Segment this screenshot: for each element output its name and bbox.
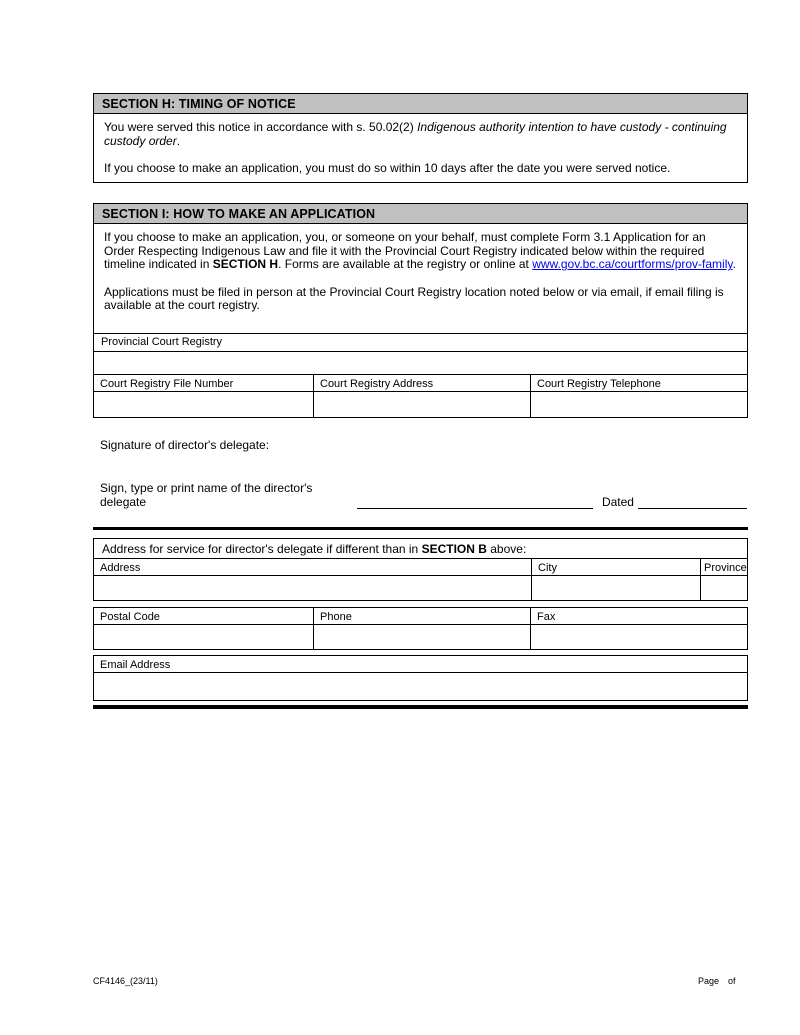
sign-name-row: [100, 481, 747, 509]
court-registry-table-input-row: [94, 392, 747, 417]
sign-name-label: Sign, type or print name of the director's delegate: [100, 481, 313, 509]
section-divider-bottom: [93, 705, 748, 709]
postal-row-inputs: [94, 625, 747, 649]
dated-input[interactable]: [638, 494, 747, 509]
fax-input[interactable]: [530, 625, 747, 649]
email-row-label: [94, 656, 747, 673]
sign-name-input[interactable]: [357, 494, 593, 509]
city-input[interactable]: [531, 576, 700, 600]
section-h-body: [94, 114, 747, 176]
province-label: Province: [700, 559, 749, 575]
city-label: City: [531, 559, 700, 575]
section-i-p1-period: .: [732, 257, 736, 272]
province-input[interactable]: [700, 576, 747, 600]
section-i-title: SECTION I: HOW TO MAKE AN APPLICATION: [102, 207, 376, 221]
court-registry-file-number-input[interactable]: [94, 392, 313, 417]
court-registry-table-header-row: [94, 375, 747, 392]
address-row-labels: [94, 559, 747, 576]
phone-input[interactable]: [313, 625, 530, 649]
section-i-body: [94, 224, 747, 333]
dated-label: Dated: [601, 495, 634, 509]
section-i-p1-text: If you choose to make an application, you, or someone on your behalf, must complete Form 3.1 Application for an Order Respecting Indigenous Law and file it with the Provincial Court Registry indicated below within the required timeline indicated in: [104, 230, 706, 272]
court-registry-table: [93, 374, 748, 418]
provincial-court-registry-label: Provincial Court Registry: [94, 333, 747, 351]
section-i-paragraph-2: Applications must be filed in person at the Provincial Court Registry location noted below or via email, if email filing is available at the court registry.: [104, 284, 724, 313]
section-h-title: SECTION H: TIMING OF NOTICE: [102, 97, 296, 111]
section-i-p1-bold: SECTION H: [212, 257, 279, 272]
section-h-header-bar: [94, 94, 747, 114]
section-divider: [93, 527, 748, 530]
courtforms-link[interactable]: www.gov.bc.ca/courtforms/prov-family: [532, 257, 733, 272]
section-h-p1-period: .: [176, 133, 181, 148]
section-i-paragraph-1: [104, 231, 737, 272]
provincial-court-registry-input[interactable]: [94, 351, 747, 374]
section-i-header-bar: [94, 204, 747, 224]
section-h-p1-text: You were served this notice in accordance with s. 50.02(2): [104, 120, 418, 134]
postal-code-input[interactable]: [94, 625, 313, 649]
email-row-input: [94, 673, 747, 700]
address-label: Address: [100, 562, 141, 574]
fax-label: Fax: [530, 608, 747, 624]
postal-code-label: Postal Code: [100, 611, 160, 623]
section-h-paragraph-1: [104, 121, 737, 148]
section-h-box: [93, 93, 748, 183]
postal-row-labels: [94, 608, 747, 625]
email-strip: [93, 655, 748, 701]
postal-phone-fax-strip: [93, 607, 748, 650]
address-row-inputs: [94, 576, 747, 600]
address-for-service-header: Address for service for director's delegate if different than in SECTION B above:: [94, 539, 747, 559]
court-registry-address-label: Court Registry Address: [313, 375, 530, 391]
of-label: of: [728, 976, 736, 986]
section-h-paragraph-2: If you choose to make an application, you must do so within 10 days after the date you were served notice.: [104, 161, 671, 176]
section-h-p1-italic: Indigenous authority intention to have custody - continuing custody order: [104, 120, 727, 148]
form-number: CF4146_(23/11): [93, 976, 158, 986]
email-address-input[interactable]: [94, 673, 747, 700]
address-for-service-box: [93, 538, 748, 601]
court-registry-telephone-label: Court Registry Telephone: [530, 375, 747, 391]
email-address-label: Email Address: [100, 659, 171, 671]
court-registry-file-number-label: Court Registry File Number: [100, 378, 234, 390]
signature-of-delegate-label: Signature of director's delegate:: [100, 438, 270, 452]
section-i-p1-text-2: . Forms are available at the registry or online at: [278, 257, 533, 272]
court-registry-telephone-input[interactable]: [530, 392, 747, 417]
court-registry-address-input[interactable]: [313, 392, 530, 417]
address-input[interactable]: [94, 576, 531, 600]
phone-label: Phone: [313, 608, 530, 624]
page-label: Page: [698, 976, 720, 986]
section-i-box: [93, 203, 748, 375]
page-footer: [698, 976, 736, 986]
